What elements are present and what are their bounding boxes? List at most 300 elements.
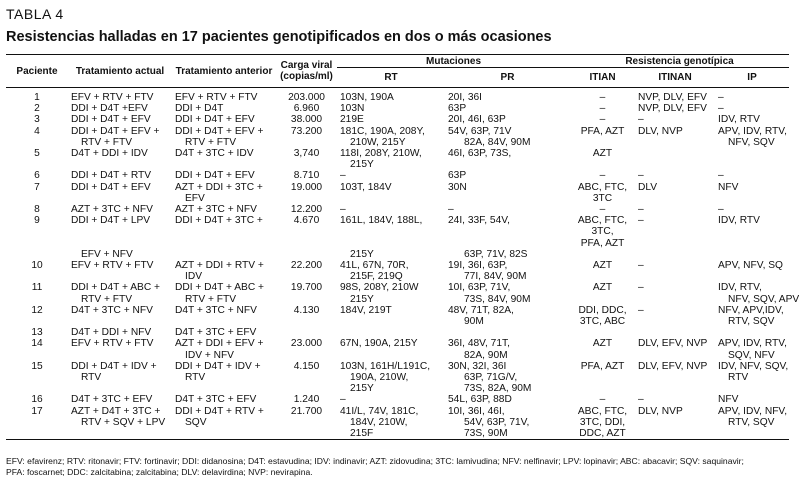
cell-line: DDI + D4T +EFV	[71, 103, 148, 115]
cell-line: 67N, 190A, 215Y	[340, 338, 418, 350]
cell-line: 98S, 208Y, 210W	[340, 282, 419, 294]
cell-tratamiento-actual	[68, 103, 172, 114]
cell-ip	[715, 103, 789, 114]
cell-rt	[337, 215, 445, 260]
cell-tratamiento-actual	[68, 114, 172, 125]
cell-line	[340, 238, 442, 249]
cell-carga-viral	[276, 394, 337, 405]
cell-rt	[337, 282, 445, 304]
cell-itinan	[635, 394, 715, 405]
cell-line: –	[340, 394, 346, 406]
cell-line: EFV	[185, 192, 205, 204]
cell-itian	[570, 114, 635, 125]
cell-itian	[570, 215, 635, 260]
cell-ip	[715, 406, 789, 440]
cell-ip	[715, 182, 789, 204]
cell-tratamiento-actual	[68, 126, 172, 148]
cell-tratamiento-anterior	[172, 182, 276, 204]
cell-line: 2	[34, 103, 40, 115]
cell-line: DDI + D4T + EFV	[175, 114, 255, 126]
cell-line: 181C, 190A, 208Y,	[340, 125, 425, 137]
cell-itian	[570, 103, 635, 114]
cell-itian	[570, 148, 635, 170]
cell-ip	[715, 338, 789, 360]
cell-itian	[570, 406, 635, 440]
table-body	[6, 88, 799, 440]
cell-pr	[445, 148, 570, 170]
cell-line: 3	[34, 114, 40, 126]
cell-line: 3TC	[592, 192, 613, 204]
cell-line: –	[718, 170, 724, 182]
table-title: Resistencias halladas en 17 pacientes genotipificados en dos o más ocasiones	[6, 29, 552, 45]
cell-tratamiento-actual	[68, 338, 172, 360]
cell-line: RTV + FTV	[81, 136, 133, 148]
cell-line: ABC, FTC,	[577, 215, 628, 227]
cell-paciente	[6, 361, 68, 395]
cell-tratamiento-anterior	[172, 170, 276, 181]
cell-line: 103T, 184V	[340, 181, 392, 193]
cell-line: IDV, RTV,	[718, 282, 762, 294]
cell-ip	[715, 305, 789, 327]
cell-tratamiento-anterior	[172, 126, 276, 148]
cell-line: –	[718, 92, 724, 103]
cell-paciente	[6, 305, 68, 327]
cell-line: 30N, 32I, 36I	[448, 360, 507, 372]
table-row	[6, 338, 789, 360]
cell-line: 3,740	[293, 148, 320, 160]
cell-tratamiento-anterior	[172, 88, 276, 104]
cell-itian	[570, 260, 635, 282]
cell-line: 10	[31, 260, 43, 272]
cell-carga-viral	[276, 260, 337, 282]
cell-line: 14	[31, 338, 43, 350]
cell-itian	[570, 170, 635, 181]
cell-tratamiento-anterior	[172, 327, 276, 338]
cell-line: DDI + D4T + RTV	[71, 170, 152, 182]
cell-tratamiento-actual	[68, 406, 172, 440]
cell-paciente	[6, 260, 68, 282]
cell-paciente	[6, 327, 68, 338]
cell-line: 215Y	[350, 248, 374, 260]
cell-rt	[337, 361, 445, 395]
cell-line: –	[638, 260, 644, 272]
cell-line: DDI + D4T + EFV +	[175, 125, 264, 137]
cell-ip	[715, 114, 789, 125]
table-row	[6, 103, 789, 114]
cell-itinan	[635, 148, 715, 170]
cell-tratamiento-anterior	[172, 148, 276, 170]
cell-line: AZT + DDI + RTV +	[175, 260, 264, 272]
cell-rt	[337, 394, 445, 405]
cell-line: 36I, 48V, 71T,	[448, 338, 510, 350]
cell-line: –	[718, 204, 724, 216]
cell-line: 12	[31, 304, 43, 316]
cell-line	[448, 238, 567, 249]
cell-line: 22.200	[290, 260, 323, 272]
cell-line	[448, 327, 567, 338]
cell-line: AZT + DDI + EFV +	[175, 338, 264, 350]
header-pr: PR	[445, 68, 570, 88]
cell-line: DDI + D4T + IDV +	[71, 360, 157, 372]
cell-line: D4T + DDI + IDV	[71, 148, 148, 160]
cell-itian	[570, 88, 635, 104]
table-row	[6, 170, 789, 181]
cell-line	[638, 148, 712, 159]
cell-ip	[715, 204, 789, 215]
header-tratamiento-anterior: Tratamiento anterior	[172, 55, 276, 88]
cell-line: EFV + RTV + FTV	[175, 92, 258, 103]
cell-line: 63P	[448, 103, 467, 115]
cell-line: RTV + SQV + LPV	[81, 416, 166, 428]
cell-line: 103N, 190A	[340, 92, 394, 103]
cell-itinan	[635, 305, 715, 327]
table-row	[6, 282, 789, 304]
cell-pr	[445, 394, 570, 405]
cell-pr	[445, 182, 570, 204]
cell-tratamiento-actual	[68, 148, 172, 170]
cell-line: 1.240	[293, 394, 320, 406]
cell-carga-viral	[276, 338, 337, 360]
cell-itian	[570, 338, 635, 360]
cell-line	[448, 226, 567, 237]
cell-line: 118I, 208Y, 210W,	[340, 148, 422, 160]
cell-paciente	[6, 170, 68, 181]
cell-line	[718, 148, 786, 159]
cell-line: RTV	[185, 372, 206, 384]
cell-line: AZT	[592, 148, 613, 160]
table-row	[6, 394, 789, 405]
cell-line	[279, 327, 334, 338]
header-ip: IP	[715, 68, 789, 88]
cell-line: DDI, DDC,	[578, 304, 627, 316]
cell-line	[340, 327, 442, 338]
cell-line: 7	[34, 181, 40, 193]
table-row	[6, 204, 789, 215]
cell-line: 4.670	[293, 215, 320, 227]
cell-line: D4T + 3TC + IDV	[175, 148, 254, 160]
header-carga-viral	[276, 55, 337, 88]
cell-line: 63P, 71V, 82S	[464, 248, 528, 260]
cell-ip	[715, 260, 789, 282]
cell-line: RTV	[728, 372, 749, 384]
cell-line: AZT	[592, 282, 613, 294]
cell-ip	[715, 148, 789, 170]
cell-tratamiento-anterior	[172, 114, 276, 125]
table-row	[6, 260, 789, 282]
cell-rt	[337, 148, 445, 170]
cell-line: APV, IDV, RTV,	[718, 338, 787, 350]
cell-line: 82A, 84V, 90M	[464, 136, 531, 148]
cell-tratamiento-anterior	[172, 215, 276, 260]
resistance-table	[6, 54, 799, 440]
cell-pr	[445, 170, 570, 181]
cell-line: DDI + D4T + EFV +	[71, 125, 160, 137]
cell-carga-viral	[276, 114, 337, 125]
cell-line: 19.700	[290, 282, 323, 294]
cell-itinan	[635, 204, 715, 215]
cell-tratamiento-actual	[68, 361, 172, 395]
cell-carga-viral	[276, 126, 337, 148]
cell-line: IDV, RTV	[718, 215, 760, 227]
cell-line: 8.710	[293, 170, 320, 182]
cell-line: D4T + 3TC + NFV	[175, 304, 257, 316]
cell-itinan	[635, 361, 715, 395]
cell-paciente	[6, 406, 68, 440]
cell-line: 19I, 36I, 63P,	[448, 260, 508, 272]
cell-carga-viral	[276, 361, 337, 395]
cell-line: 219E	[340, 114, 364, 126]
cell-line: –	[638, 282, 644, 294]
cell-pr	[445, 204, 570, 215]
cell-line: 215F	[350, 428, 374, 440]
cell-line: 46I, 63P, 73S,	[448, 148, 512, 160]
cell-line: 21.700	[290, 405, 323, 417]
cell-line: 77I, 84V, 90M	[464, 271, 527, 283]
cell-line: 16	[31, 394, 43, 406]
cell-line: EFV + RTV + FTV	[71, 338, 154, 350]
cell-line: 15	[31, 360, 43, 372]
table-row	[6, 305, 789, 327]
cell-line: ABC, FTC,	[577, 181, 628, 193]
header-itian: ITIAN	[570, 68, 635, 88]
cell-line: 63P, 71G/V,	[464, 372, 518, 384]
cell-line: 20I, 36I	[448, 92, 482, 103]
cell-line: DDI + D4T + ABC +	[175, 282, 264, 294]
cell-ip	[715, 170, 789, 181]
cell-itian	[570, 361, 635, 395]
cell-rt	[337, 126, 445, 148]
cell-rt	[337, 182, 445, 204]
cell-line: 73S, 84V, 90M	[464, 293, 531, 305]
cell-line: AZT	[592, 338, 613, 350]
cell-line: DLV, EFV, NVP	[638, 360, 708, 372]
cell-paciente	[6, 88, 68, 104]
cell-line: 19.000	[290, 181, 323, 193]
cell-line: 10I, 63P, 71V,	[448, 282, 511, 294]
cell-line: PFA, AZT	[580, 360, 625, 372]
cell-line: APV, NFV, SQ	[718, 260, 783, 272]
cell-line: NFV	[718, 181, 739, 193]
cell-ip	[715, 215, 789, 260]
cell-line: RTV + FTV	[185, 136, 237, 148]
cell-line: 4.130	[293, 304, 320, 316]
table-label: TABLA 4	[6, 6, 64, 22]
cell-tratamiento-actual	[68, 182, 172, 204]
cell-line: 3TC, DDI,	[579, 416, 626, 428]
cell-rt	[337, 88, 445, 104]
cell-tratamiento-actual	[68, 88, 172, 104]
table-row	[6, 406, 789, 440]
cell-itian	[570, 204, 635, 215]
cell-pr	[445, 305, 570, 327]
cell-line: 90M	[464, 316, 484, 328]
cell-itian	[570, 126, 635, 148]
cell-ip	[715, 394, 789, 405]
cell-itian	[570, 327, 635, 338]
cell-line: SQV, NFV	[728, 349, 775, 361]
cell-carga-viral	[276, 148, 337, 170]
cell-line: –	[638, 204, 644, 216]
cell-itinan	[635, 260, 715, 282]
cell-line: DDC, AZT	[579, 428, 626, 440]
cell-tratamiento-anterior	[172, 406, 276, 440]
cell-line: 4	[34, 125, 40, 137]
cell-line: 6	[34, 170, 40, 182]
cell-line: 20I, 46I, 63P	[448, 114, 506, 126]
cell-line: DDI + D4T + LPV	[71, 215, 151, 227]
cell-line: –	[638, 394, 644, 406]
cell-line: 184V, 210W,	[350, 416, 408, 428]
cell-pr	[445, 260, 570, 282]
cell-line: 54L, 63P, 88D	[448, 394, 512, 406]
footnote-line: EFV: efavirenz; RTV: ritonavir; FTV: fortinavir; DDI: didanosina; D4T: estavudina; IDV: indinavir; AZT: zidovudina; 3TC: lamivudina; NFV: nelfinavir; LPV: lopinavir; ABC: abacavir; SQV: saquinavir;	[6, 456, 744, 466]
cell-line: IDV, RTV	[718, 114, 760, 126]
cell-line: 63P	[448, 170, 467, 182]
cell-itinan	[635, 182, 715, 204]
cell-itinan	[635, 282, 715, 304]
cell-rt	[337, 327, 445, 338]
header-itinan: ITINAN	[635, 68, 715, 88]
cell-tratamiento-anterior	[172, 338, 276, 360]
table-row	[6, 215, 789, 260]
cell-line: 23.000	[290, 338, 323, 350]
cell-line: D4T + 3TC + EFV	[175, 327, 257, 339]
cell-rt	[337, 114, 445, 125]
cell-line: 17	[31, 405, 43, 417]
cell-line: 215Y	[350, 383, 374, 395]
cell-line: 3TC,	[591, 226, 614, 238]
cell-line: 9	[34, 215, 40, 227]
cell-line: ABC, FTC,	[577, 405, 628, 417]
cell-line: 161L, 184V, 188L,	[340, 215, 423, 227]
cell-carga-viral	[276, 215, 337, 260]
cell-line: APV, IDV, RTV,	[718, 125, 787, 137]
table-row	[6, 148, 789, 170]
cell-tratamiento-actual	[68, 394, 172, 405]
cell-line	[638, 327, 712, 338]
cell-itinan	[635, 215, 715, 260]
cell-line: –	[599, 394, 606, 406]
cell-line: 54V, 63P, 71V	[448, 125, 512, 137]
cell-line: 13	[31, 327, 43, 339]
cell-line: –	[638, 304, 644, 316]
cell-line: DDI + D4T + EFV	[175, 170, 255, 182]
cell-line: EFV + RTV + FTV	[71, 92, 154, 103]
cell-ip	[715, 282, 799, 305]
cell-itian	[570, 282, 635, 304]
cell-line: 6.960	[293, 103, 320, 115]
cell-line: NFV, SQV	[728, 136, 775, 148]
cell-itian	[570, 305, 635, 327]
cell-line: 73S, 82A, 90M	[464, 383, 532, 395]
cell-tratamiento-actual	[68, 305, 172, 327]
cell-tratamiento-anterior	[172, 394, 276, 405]
cell-line: 203.000	[288, 92, 325, 103]
cell-line: 12.200	[290, 204, 323, 216]
cell-line: IDV + NFV	[185, 349, 234, 361]
cell-tratamiento-anterior	[172, 103, 276, 114]
cell-paciente	[6, 182, 68, 204]
cell-pr	[445, 126, 570, 148]
header-carga-viral-line: Carga viral	[280, 60, 333, 71]
cell-tratamiento-anterior	[172, 204, 276, 215]
cell-line: 103N	[340, 103, 365, 115]
cell-line: RTV + FTV	[81, 293, 133, 305]
cell-line: 190A, 210W,	[350, 372, 409, 384]
cell-carga-viral	[276, 103, 337, 114]
cell-line: 10I, 36I, 46I,	[448, 405, 505, 417]
cell-itinan	[635, 114, 715, 125]
cell-line: EFV + RTV + FTV	[71, 260, 154, 272]
cell-line: 4.150	[293, 360, 320, 372]
cell-line: AZT	[592, 260, 613, 272]
footnote-line: PFA: foscarnet; DDC: zalcitabina; zalcitabina; DLV: delavirdina; NVP: nevirapina.	[6, 467, 313, 477]
cell-line: 5	[34, 148, 40, 160]
cell-line: 210W, 215Y	[350, 136, 406, 148]
cell-itinan	[635, 103, 715, 114]
cell-paciente	[6, 148, 68, 170]
cell-line: 8	[34, 204, 40, 216]
cell-line: –	[638, 215, 644, 227]
cell-line: 73S, 90M	[464, 428, 508, 440]
cell-line: DDI + D4T + EFV	[71, 114, 151, 126]
cell-line: IDV	[185, 271, 202, 283]
cell-line: 24I, 33F, 54V,	[448, 215, 510, 227]
cell-line: IDV, NFV, SQV,	[718, 360, 789, 372]
cell-line: 184V, 219T	[340, 304, 392, 316]
cell-line: RTV + FTV	[185, 293, 237, 305]
cell-line: AZT + D4T + 3TC +	[71, 405, 161, 417]
header-mutaciones: Mutaciones	[337, 55, 570, 68]
cell-line: 215Y	[350, 159, 374, 171]
table-row	[6, 126, 789, 148]
table-row	[6, 361, 789, 395]
cell-line: –	[638, 170, 644, 182]
cell-line: 3TC, ABC	[579, 316, 626, 328]
cell-carga-viral	[276, 204, 337, 215]
cell-tratamiento-anterior	[172, 282, 276, 304]
cell-carga-viral	[276, 182, 337, 204]
cell-itian	[570, 394, 635, 405]
cell-tratamiento-actual	[68, 215, 172, 260]
cell-line: D4T + DDI + NFV	[71, 327, 152, 339]
cell-line: –	[448, 204, 454, 216]
cell-rt	[337, 338, 445, 360]
cell-carga-viral	[276, 282, 337, 304]
cell-line: EFV + NFV	[81, 248, 133, 260]
cell-line	[71, 226, 169, 237]
cell-ip	[715, 361, 789, 395]
cell-rt	[337, 260, 445, 282]
cell-line: SQV	[185, 416, 207, 428]
cell-line: DDI + D4T + 3TC +	[175, 215, 263, 227]
cell-pr	[445, 406, 570, 440]
cell-paciente	[6, 114, 68, 125]
cell-pr	[445, 338, 570, 360]
table-row	[6, 88, 789, 104]
cell-itinan	[635, 327, 715, 338]
cell-line: –	[599, 103, 606, 115]
cell-line: DDI + D4T + RTV +	[175, 405, 264, 417]
cell-line: NVP, DLV, EFV	[638, 103, 707, 115]
cell-carga-viral	[276, 305, 337, 327]
cell-pr	[445, 215, 570, 260]
cell-paciente	[6, 338, 68, 360]
cell-line: 103N, 161H/L191C,	[340, 360, 431, 372]
cell-line: D4T + 3TC + NFV	[71, 304, 153, 316]
cell-carga-viral	[276, 170, 337, 181]
cell-line: AZT + DDI + 3TC +	[175, 181, 263, 193]
